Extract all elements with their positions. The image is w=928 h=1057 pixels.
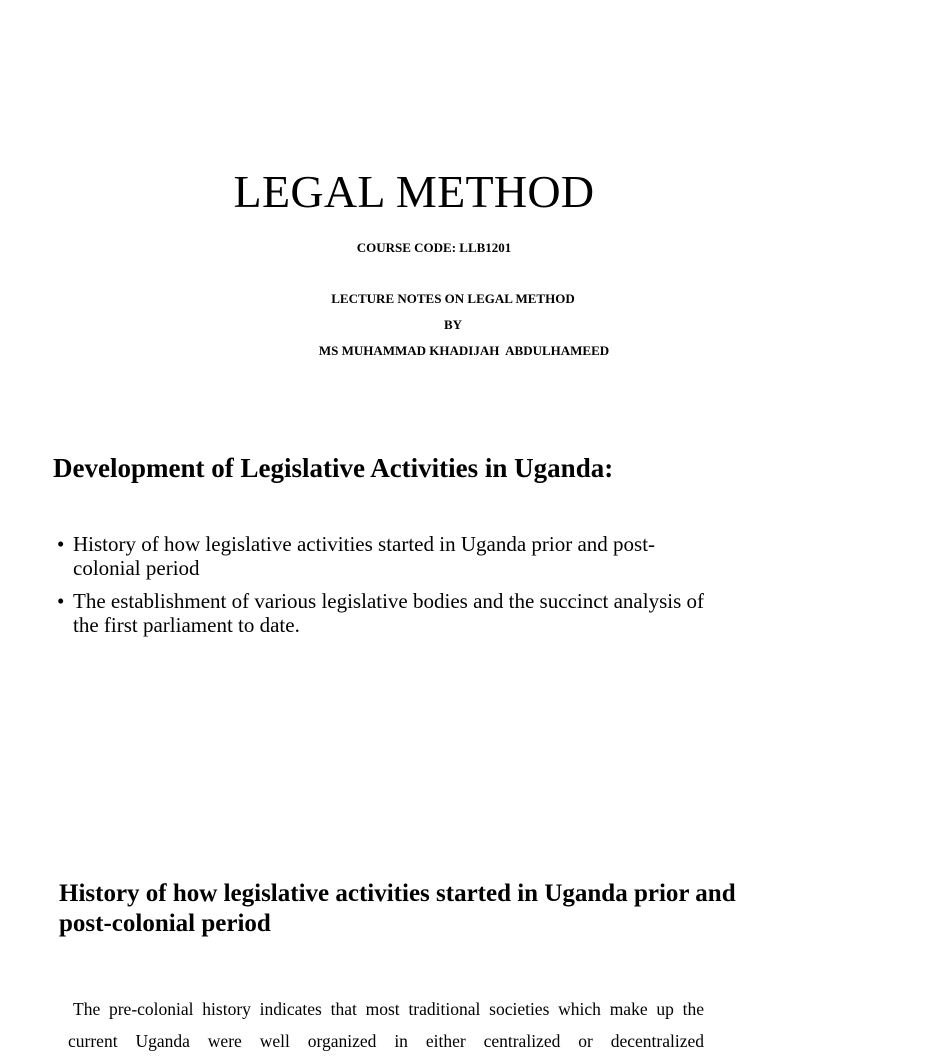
body-paragraph: The pre-colonial history indicates that most traditional societies which make up the current Uganda were well organized in either centralized or decentralized xyxy=(68,998,704,1051)
course-code: COURSE CODE: LLB1201 xyxy=(356,240,512,255)
lecture-notes-line: LECTURE NOTES ON LEGAL METHOD xyxy=(331,291,575,306)
bullet-item xyxy=(57,589,707,637)
by-line: BY xyxy=(443,317,463,332)
bullet-icon: • xyxy=(57,532,65,556)
slide-heading: Development of Legislative Activities in Uganda: xyxy=(53,453,614,483)
author-name: MS MUHAMMAD KHADIJAH ABDULHAMEED xyxy=(318,343,610,358)
bullet-item xyxy=(57,532,707,580)
bullet-text: The establishment of various legislative bodies and the succinct analysis of the first parliament to date. xyxy=(73,589,705,637)
bullet-icon: • xyxy=(57,589,65,613)
section-heading: History of how legislative activities started in Uganda prior and post-colonial period xyxy=(59,880,736,937)
bullet-text: History of how legislative activities started in Uganda prior and post-colonial period xyxy=(73,532,656,580)
bullet-list xyxy=(57,532,707,646)
document-title: LEGAL METHOD xyxy=(233,166,595,217)
